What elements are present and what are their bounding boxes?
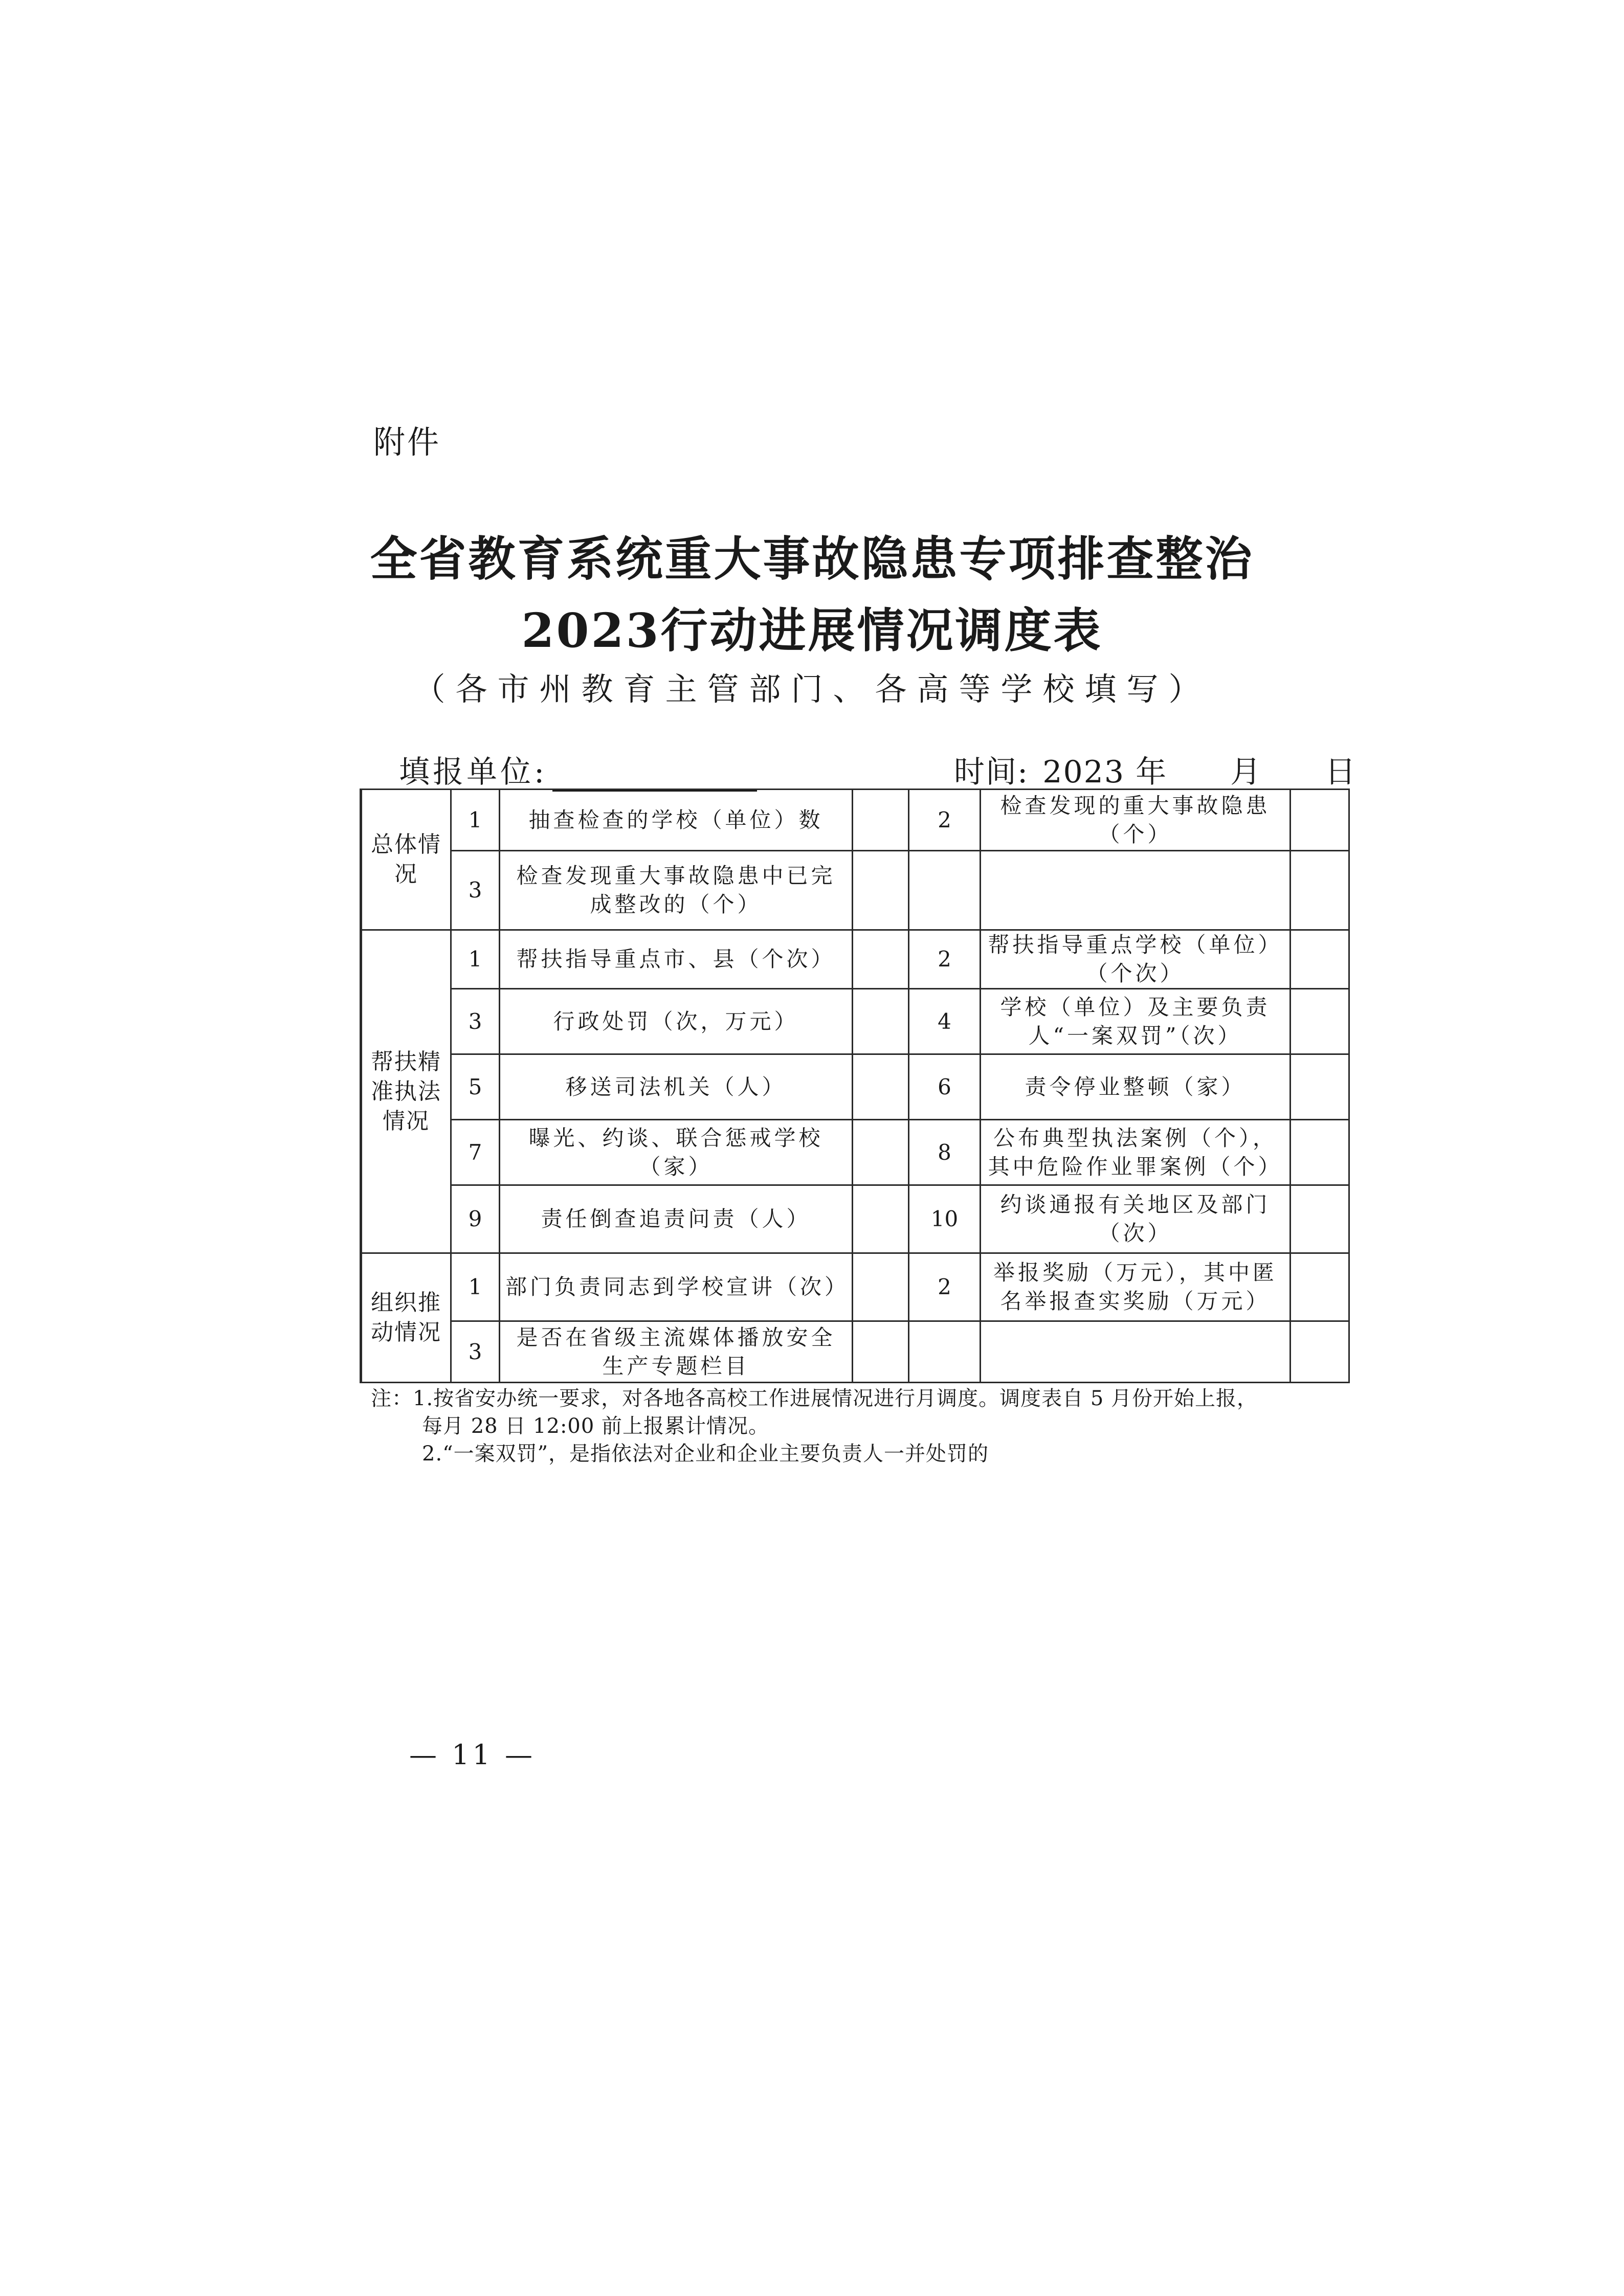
value-cell[interactable] [1291,1120,1349,1185]
item-label: 帮扶指导重点市、县（个次） [500,930,853,989]
value-cell[interactable] [1291,851,1349,930]
attachment-label: 附件 [373,423,441,461]
item-label: 举报奖励（万元），其中匿名举报查实奖励（万元） [981,1253,1291,1321]
table-row [361,930,1349,989]
item-number: 8 [909,1120,981,1185]
item-number: 7 [451,1120,500,1185]
table-row [361,1321,1349,1383]
value-cell[interactable] [853,1054,909,1120]
item-label: 部门负责同志到学校宣讲（次） [500,1253,853,1321]
value-cell[interactable] [1291,790,1349,851]
table-row [361,1185,1349,1253]
table-row [361,1120,1349,1185]
item-number [909,1321,981,1383]
note-line-3: 2.“一案双罚”，是指依法对企业和企业主要负责人一并处罚的 [422,1442,989,1466]
category-cell: 帮扶精准执法情况 [361,930,451,1253]
item-label [981,1321,1291,1383]
item-number: 10 [909,1185,981,1253]
item-label: 抽查检查的学校（单位）数 [500,790,853,851]
item-number: 5 [451,1054,500,1120]
item-label: 约谈通报有关地区及部门（次） [981,1185,1291,1253]
value-cell[interactable] [1291,1185,1349,1253]
value-cell[interactable] [853,790,909,851]
item-number: 1 [451,930,500,989]
month-text: 月 [1230,754,1262,790]
item-number: 3 [451,851,500,930]
value-cell[interactable] [1291,1253,1349,1321]
item-label: 责任倒查追责问责（人） [500,1185,853,1253]
reporting-unit-label: 填报单位: [399,754,548,790]
date-field [954,748,1360,792]
note-line-1: 注：1.按省安办统一要求，对各地各高校工作进展情况进行月调度。调度表自 5 月份开始上报， [371,1387,1258,1410]
value-cell[interactable] [853,851,909,930]
category-cell: 总体情况 [361,790,451,930]
item-label: 是否在省级主流媒体播放安全生产专题栏目 [500,1321,853,1383]
reporting-unit-blank[interactable] [552,760,757,792]
item-number [909,851,981,930]
value-cell[interactable] [1291,930,1349,989]
item-number: 2 [909,1253,981,1321]
item-label: 移送司法机关（人） [500,1054,853,1120]
value-cell[interactable] [853,1185,909,1253]
table-row [361,790,1349,851]
title-line-1: 全省教育系统重大事故隐患专项排查整治 [370,531,1254,587]
value-cell[interactable] [1291,1054,1349,1120]
title-line-2: 2023行动进展情况调度表 [521,603,1103,658]
category-cell: 组织推动情况 [361,1253,451,1383]
item-number: 6 [909,1054,981,1120]
table-row [361,851,1349,930]
notes [371,1385,1258,1468]
item-label: 学校（单位）及主要负责人“一案双罚”（次） [981,989,1291,1054]
subtitle: （各市州教育主管部门、各高等学校填写） [413,670,1211,708]
item-label: 曝光、约谈、联合惩戒学校（家） [500,1120,853,1185]
item-number: 1 [451,1253,500,1321]
item-number: 4 [909,989,981,1054]
value-cell[interactable] [853,989,909,1054]
survey-table [360,789,1350,1383]
item-number: 3 [451,989,500,1054]
day-text: 日 [1325,754,1357,790]
item-number: 1 [451,790,500,851]
item-label: 帮扶指导重点学校（单位）（个次） [981,930,1291,989]
item-label: 责令停业整顿（家） [981,1054,1291,1120]
note-line-2: 每月 28 日 12:00 前上报累计情况。 [422,1414,770,1438]
table-row [361,1253,1349,1321]
table-row [361,1054,1349,1120]
year-text: 2023 年 [1042,754,1168,790]
value-cell[interactable] [853,930,909,989]
item-label: 检查发现的重大事故隐患（个） [981,790,1291,851]
page-number: — 11 — [409,1739,536,1771]
value-cell[interactable] [853,1321,909,1383]
value-cell[interactable] [1291,1321,1349,1383]
time-label: 时间: [954,754,1029,790]
reporting-unit-field [399,748,757,792]
item-number: 3 [451,1321,500,1383]
value-cell[interactable] [1291,989,1349,1054]
item-number: 2 [909,930,981,989]
item-label [981,851,1291,930]
item-number: 2 [909,790,981,851]
value-cell[interactable] [853,1253,909,1321]
item-label: 行政处罚（次，万元） [500,989,853,1054]
table-row [361,989,1349,1054]
item-label: 公布典型执法案例（个），其中危险作业罪案例（个） [981,1120,1291,1185]
item-number: 9 [451,1185,500,1253]
value-cell[interactable] [853,1120,909,1185]
item-label: 检查发现重大事故隐患中已完成整改的（个） [500,851,853,930]
